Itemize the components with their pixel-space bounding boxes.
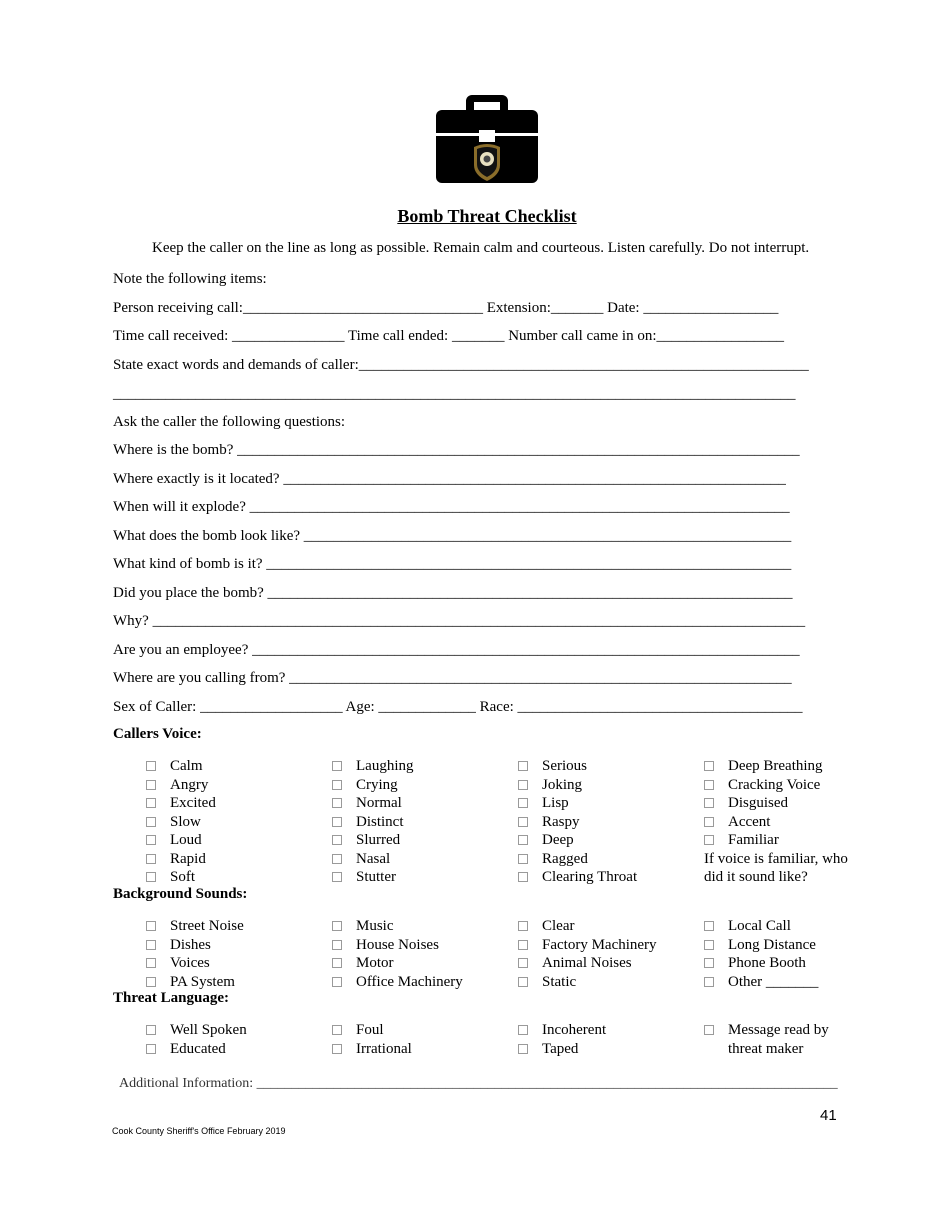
voice-column-2: [332, 757, 414, 887]
callers-voice-heading: Callers Voice:: [113, 726, 202, 742]
checkbox-item[interactable]: Serious: [518, 757, 637, 776]
checkbox[interactable]: [332, 1044, 342, 1054]
checkbox-item[interactable]: Music: [332, 917, 463, 936]
checkbox-item[interactable]: Stutter: [332, 868, 414, 887]
threat-language-heading: Threat Language:: [113, 990, 229, 1006]
checkbox[interactable]: [704, 1025, 714, 1035]
checkbox[interactable]: [704, 921, 714, 931]
person-receiving-field[interactable]: Person receiving call:________________________________ Extension:_______ Date: __________________: [113, 300, 779, 316]
question-field[interactable]: What does the bomb look like? _________________________________________________________________: [113, 528, 792, 544]
checkbox[interactable]: [704, 977, 714, 987]
checkbox-item[interactable]: Long Distance: [704, 936, 818, 955]
voice-column-4: [704, 757, 854, 887]
background-column-2: [332, 917, 463, 991]
checkbox-item[interactable]: Other _______: [704, 973, 818, 992]
checkbox[interactable]: [704, 835, 714, 845]
checkbox[interactable]: [146, 817, 156, 827]
checkbox-item[interactable]: Dishes: [146, 936, 244, 955]
exact-words-blank-line[interactable]: ___________________________________________________________________________________________: [113, 386, 796, 402]
checkbox-item[interactable]: Phone Booth: [704, 954, 818, 973]
checkbox-item[interactable]: Disguised: [704, 794, 854, 813]
checkbox[interactable]: [518, 780, 528, 790]
question-field[interactable]: Are you an employee? _________________________________________________________________________: [113, 642, 800, 658]
background-sounds-heading: Background Sounds:: [113, 886, 248, 902]
checkbox-item[interactable]: Animal Noises: [518, 954, 657, 973]
checkbox[interactable]: [332, 817, 342, 827]
background-column-1: [146, 917, 244, 991]
checkbox[interactable]: [146, 872, 156, 882]
checkbox[interactable]: [518, 921, 528, 931]
briefcase-logo-icon: [434, 93, 540, 185]
checkbox-item[interactable]: Joking: [518, 776, 637, 795]
checkbox[interactable]: [146, 1044, 156, 1054]
question-field[interactable]: Where is the bomb? ___________________________________________________________________________: [113, 442, 800, 458]
checkbox-item[interactable]: Clearing Throat: [518, 868, 637, 887]
checkbox-item[interactable]: Soft: [146, 868, 216, 887]
intro-text: Keep the caller on the line as long as possible. Remain calm and courteous. Listen carefully. Do not interrupt.: [152, 240, 810, 256]
question-field[interactable]: What kind of bomb is it? ______________________________________________________________________: [113, 556, 792, 572]
question-field[interactable]: Did you place the bomb? ______________________________________________________________________: [113, 585, 793, 601]
checkbox-item[interactable]: Taped: [518, 1040, 606, 1059]
checkbox-item[interactable]: Deep: [518, 831, 637, 850]
question-field[interactable]: When will it explode? ________________________________________________________________________: [113, 499, 790, 515]
checkbox[interactable]: [146, 1025, 156, 1035]
voice-column-3: [518, 757, 637, 887]
checkbox-item-continuation: threat maker: [728, 1040, 804, 1057]
checkbox[interactable]: [146, 798, 156, 808]
checkbox-item[interactable]: Normal: [332, 794, 414, 813]
checkbox[interactable]: [332, 977, 342, 987]
checkbox-item[interactable]: Irrational: [332, 1040, 412, 1059]
checkbox-item[interactable]: Educated: [146, 1040, 247, 1059]
checkbox[interactable]: [146, 780, 156, 790]
checkbox[interactable]: [518, 798, 528, 808]
page-number: 41: [820, 1107, 837, 1124]
checkbox[interactable]: [704, 761, 714, 771]
checkbox[interactable]: [146, 835, 156, 845]
checkbox[interactable]: [518, 977, 528, 987]
additional-information-field[interactable]: Additional Information: ___________________________________________________________________________________: [119, 1076, 838, 1091]
checkbox[interactable]: [518, 872, 528, 882]
checkbox-item[interactable]: Laughing: [332, 757, 414, 776]
checkbox[interactable]: [332, 798, 342, 808]
background-column-4: [704, 917, 818, 991]
checkbox-item[interactable]: Slurred: [332, 831, 414, 850]
checkbox-item[interactable]: Deep Breathing: [704, 757, 854, 776]
checkbox-item[interactable]: Incoherent: [518, 1021, 606, 1040]
checkbox[interactable]: [518, 958, 528, 968]
footer-text: Cook County Sheriff's Office February 2019: [112, 1126, 286, 1136]
checkbox[interactable]: [146, 977, 156, 987]
question-field[interactable]: Where exactly is it located? ___________________________________________________________________: [113, 471, 786, 487]
checkbox[interactable]: [146, 854, 156, 864]
checkbox-item[interactable]: Accent: [704, 813, 854, 832]
checkbox[interactable]: [332, 940, 342, 950]
ask-heading: Ask the caller the following questions:: [113, 414, 346, 430]
checkbox-item[interactable]: Local Call: [704, 917, 818, 936]
checkbox[interactable]: [518, 835, 528, 845]
background-column-3: [518, 917, 657, 991]
checkbox[interactable]: [146, 761, 156, 771]
threat-column-4: [704, 1021, 829, 1058]
checkbox-item[interactable]: Nasal: [332, 850, 414, 869]
checkbox[interactable]: [518, 940, 528, 950]
checkbox-item[interactable]: Distinct: [332, 813, 414, 832]
checkbox-item[interactable]: Crying: [332, 776, 414, 795]
exact-words-field[interactable]: State exact words and demands of caller:____________________________________________________________: [113, 357, 809, 373]
checkbox-item[interactable]: PA System: [146, 973, 244, 992]
checkbox[interactable]: [146, 921, 156, 931]
checkbox[interactable]: [518, 854, 528, 864]
checkbox-item[interactable]: Loud: [146, 831, 216, 850]
checkbox-item[interactable]: Clear: [518, 917, 657, 936]
checkbox[interactable]: [704, 958, 714, 968]
checkbox[interactable]: [332, 835, 342, 845]
checkbox[interactable]: [518, 817, 528, 827]
time-call-field[interactable]: Time call received: _______________ Time call ended: _______ Number call came in on:_________________: [113, 328, 785, 344]
question-field[interactable]: Why? _______________________________________________________________________________________: [113, 613, 806, 629]
checkbox-item[interactable]: Cracking Voice: [704, 776, 854, 795]
voice-column-1: [146, 757, 216, 887]
checkbox-item[interactable]: House Noises: [332, 936, 463, 955]
checkbox[interactable]: [146, 958, 156, 968]
checkbox-item[interactable]: Motor: [332, 954, 463, 973]
checkbox-item[interactable]: Ragged: [518, 850, 637, 869]
checkbox[interactable]: [518, 1044, 528, 1054]
page-title: Bomb Threat Checklist: [397, 206, 577, 226]
checkbox[interactable]: [704, 798, 714, 808]
checkbox-item[interactable]: Lisp: [518, 794, 637, 813]
checkbox-item[interactable]: Voices: [146, 954, 244, 973]
checkbox-item[interactable]: Angry: [146, 776, 216, 795]
checkbox[interactable]: [704, 940, 714, 950]
checkbox[interactable]: [332, 872, 342, 882]
question-field[interactable]: Where are you calling from? ___________________________________________________________________: [113, 670, 792, 686]
checkbox-item[interactable]: Excited: [146, 794, 216, 813]
checkbox-item[interactable]: Street Noise: [146, 917, 244, 936]
checkbox-item[interactable]: Familiar: [704, 831, 854, 850]
checkbox[interactable]: [332, 1025, 342, 1035]
note-heading: Note the following items:: [113, 271, 267, 287]
caller-demographics-field[interactable]: Sex of Caller: ___________________ Age: _____________ Race: ______________________________________: [113, 699, 803, 715]
familiar-voice-note: If voice is familiar, who did it sound like?: [704, 850, 848, 885]
checkbox[interactable]: [518, 761, 528, 771]
checkbox-item[interactable]: Raspy: [518, 813, 637, 832]
checkbox-item[interactable]: Message read by: [704, 1021, 829, 1040]
threat-column-3: [518, 1021, 606, 1058]
checkbox-item[interactable]: Factory Machinery: [518, 936, 657, 955]
checkbox[interactable]: [332, 854, 342, 864]
threat-column-2: [332, 1021, 412, 1058]
checkbox-item[interactable]: Office Machinery: [332, 973, 463, 992]
checkbox[interactable]: [518, 1025, 528, 1035]
checkbox-item[interactable]: Static: [518, 973, 657, 992]
checkbox[interactable]: [332, 761, 342, 771]
checkbox[interactable]: [146, 940, 156, 950]
checkbox-item[interactable]: Well Spoken: [146, 1021, 247, 1040]
checkbox[interactable]: [332, 921, 342, 931]
checkbox[interactable]: [332, 958, 342, 968]
checkbox[interactable]: [704, 780, 714, 790]
checkbox[interactable]: [704, 817, 714, 827]
checkbox-item[interactable]: Rapid: [146, 850, 216, 869]
checkbox-item[interactable]: Foul: [332, 1021, 412, 1040]
threat-column-1: [146, 1021, 247, 1058]
checkbox-item[interactable]: Slow: [146, 813, 216, 832]
checkbox-item[interactable]: Calm: [146, 757, 216, 776]
checkbox[interactable]: [332, 780, 342, 790]
